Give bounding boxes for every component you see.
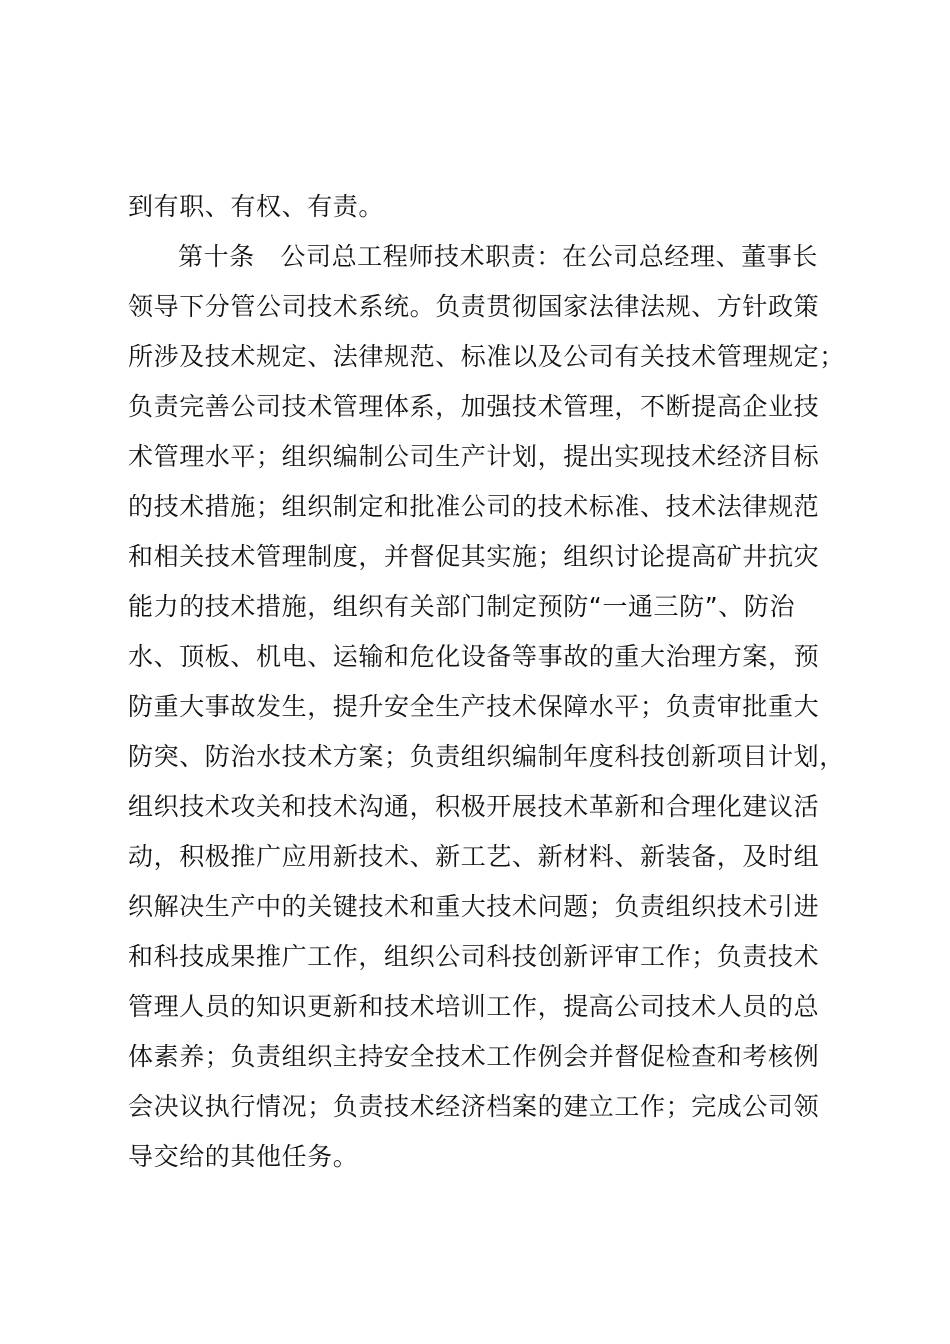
text-line: 负责完善公司技术管理体系，加强技术管理，不断提高企业技 xyxy=(128,392,820,421)
article-text xyxy=(128,182,848,1182)
article-heading-line: 第十条 公司总工程师技术职责：在公司总经理、董事长 xyxy=(178,242,819,271)
text-line: 术管理水平；组织编制公司生产计划，提出实现技术经济目标 xyxy=(128,442,820,471)
text-line: 组织技术攻关和技术沟通，积极开展技术革新和合理化建议活 xyxy=(128,792,820,821)
text-line: 到有职、有权、有责。 xyxy=(128,192,385,221)
text-line: 的技术措施；组织制定和批准公司的技术标准、技术法律规范 xyxy=(128,492,820,521)
text-line: 领导下分管公司技术系统。负责贯彻国家法律法规、方针政策 xyxy=(128,292,820,321)
text-line: 水、顶板、机电、运输和危化设备等事故的重大治理方案，预 xyxy=(128,642,820,671)
text-line: 和相关技术管理制度，并督促其实施；组织讨论提高矿井抗灾 xyxy=(128,542,820,571)
text-line: 体素养；负责组织主持安全技术工作例会并督促检查和考核例 xyxy=(128,1042,820,1071)
text-line: 导交给的其他任务。 xyxy=(128,1142,359,1171)
text-line: 会决议执行情况；负责技术经济档案的建立工作；完成公司领 xyxy=(128,1092,820,1121)
text-line: 和科技成果推广工作，组织公司科技创新评审工作；负责技术 xyxy=(128,942,820,971)
text-line: 防重大事故发生，提升安全生产技术保障水平；负责审批重大 xyxy=(128,692,820,721)
text-line: 管理人员的知识更新和技术培训工作，提高公司技术人员的总 xyxy=(128,992,820,1021)
text-line: 动，积极推广应用新技术、新工艺、新材料、新装备，及时组 xyxy=(128,842,820,871)
text-line: 织解决生产中的关键技术和重大技术问题；负责组织技术引进 xyxy=(128,892,820,921)
text-line: 防突、防治水技术方案；负责组织编制年度科技创新项目计划， xyxy=(128,742,845,771)
text-line: 所涉及技术规定、法律规范、标准以及公司有关技术管理规定； xyxy=(128,342,845,371)
text-line: 能力的技术措施，组织有关部门制定预防“一通三防”、防治 xyxy=(128,592,796,621)
